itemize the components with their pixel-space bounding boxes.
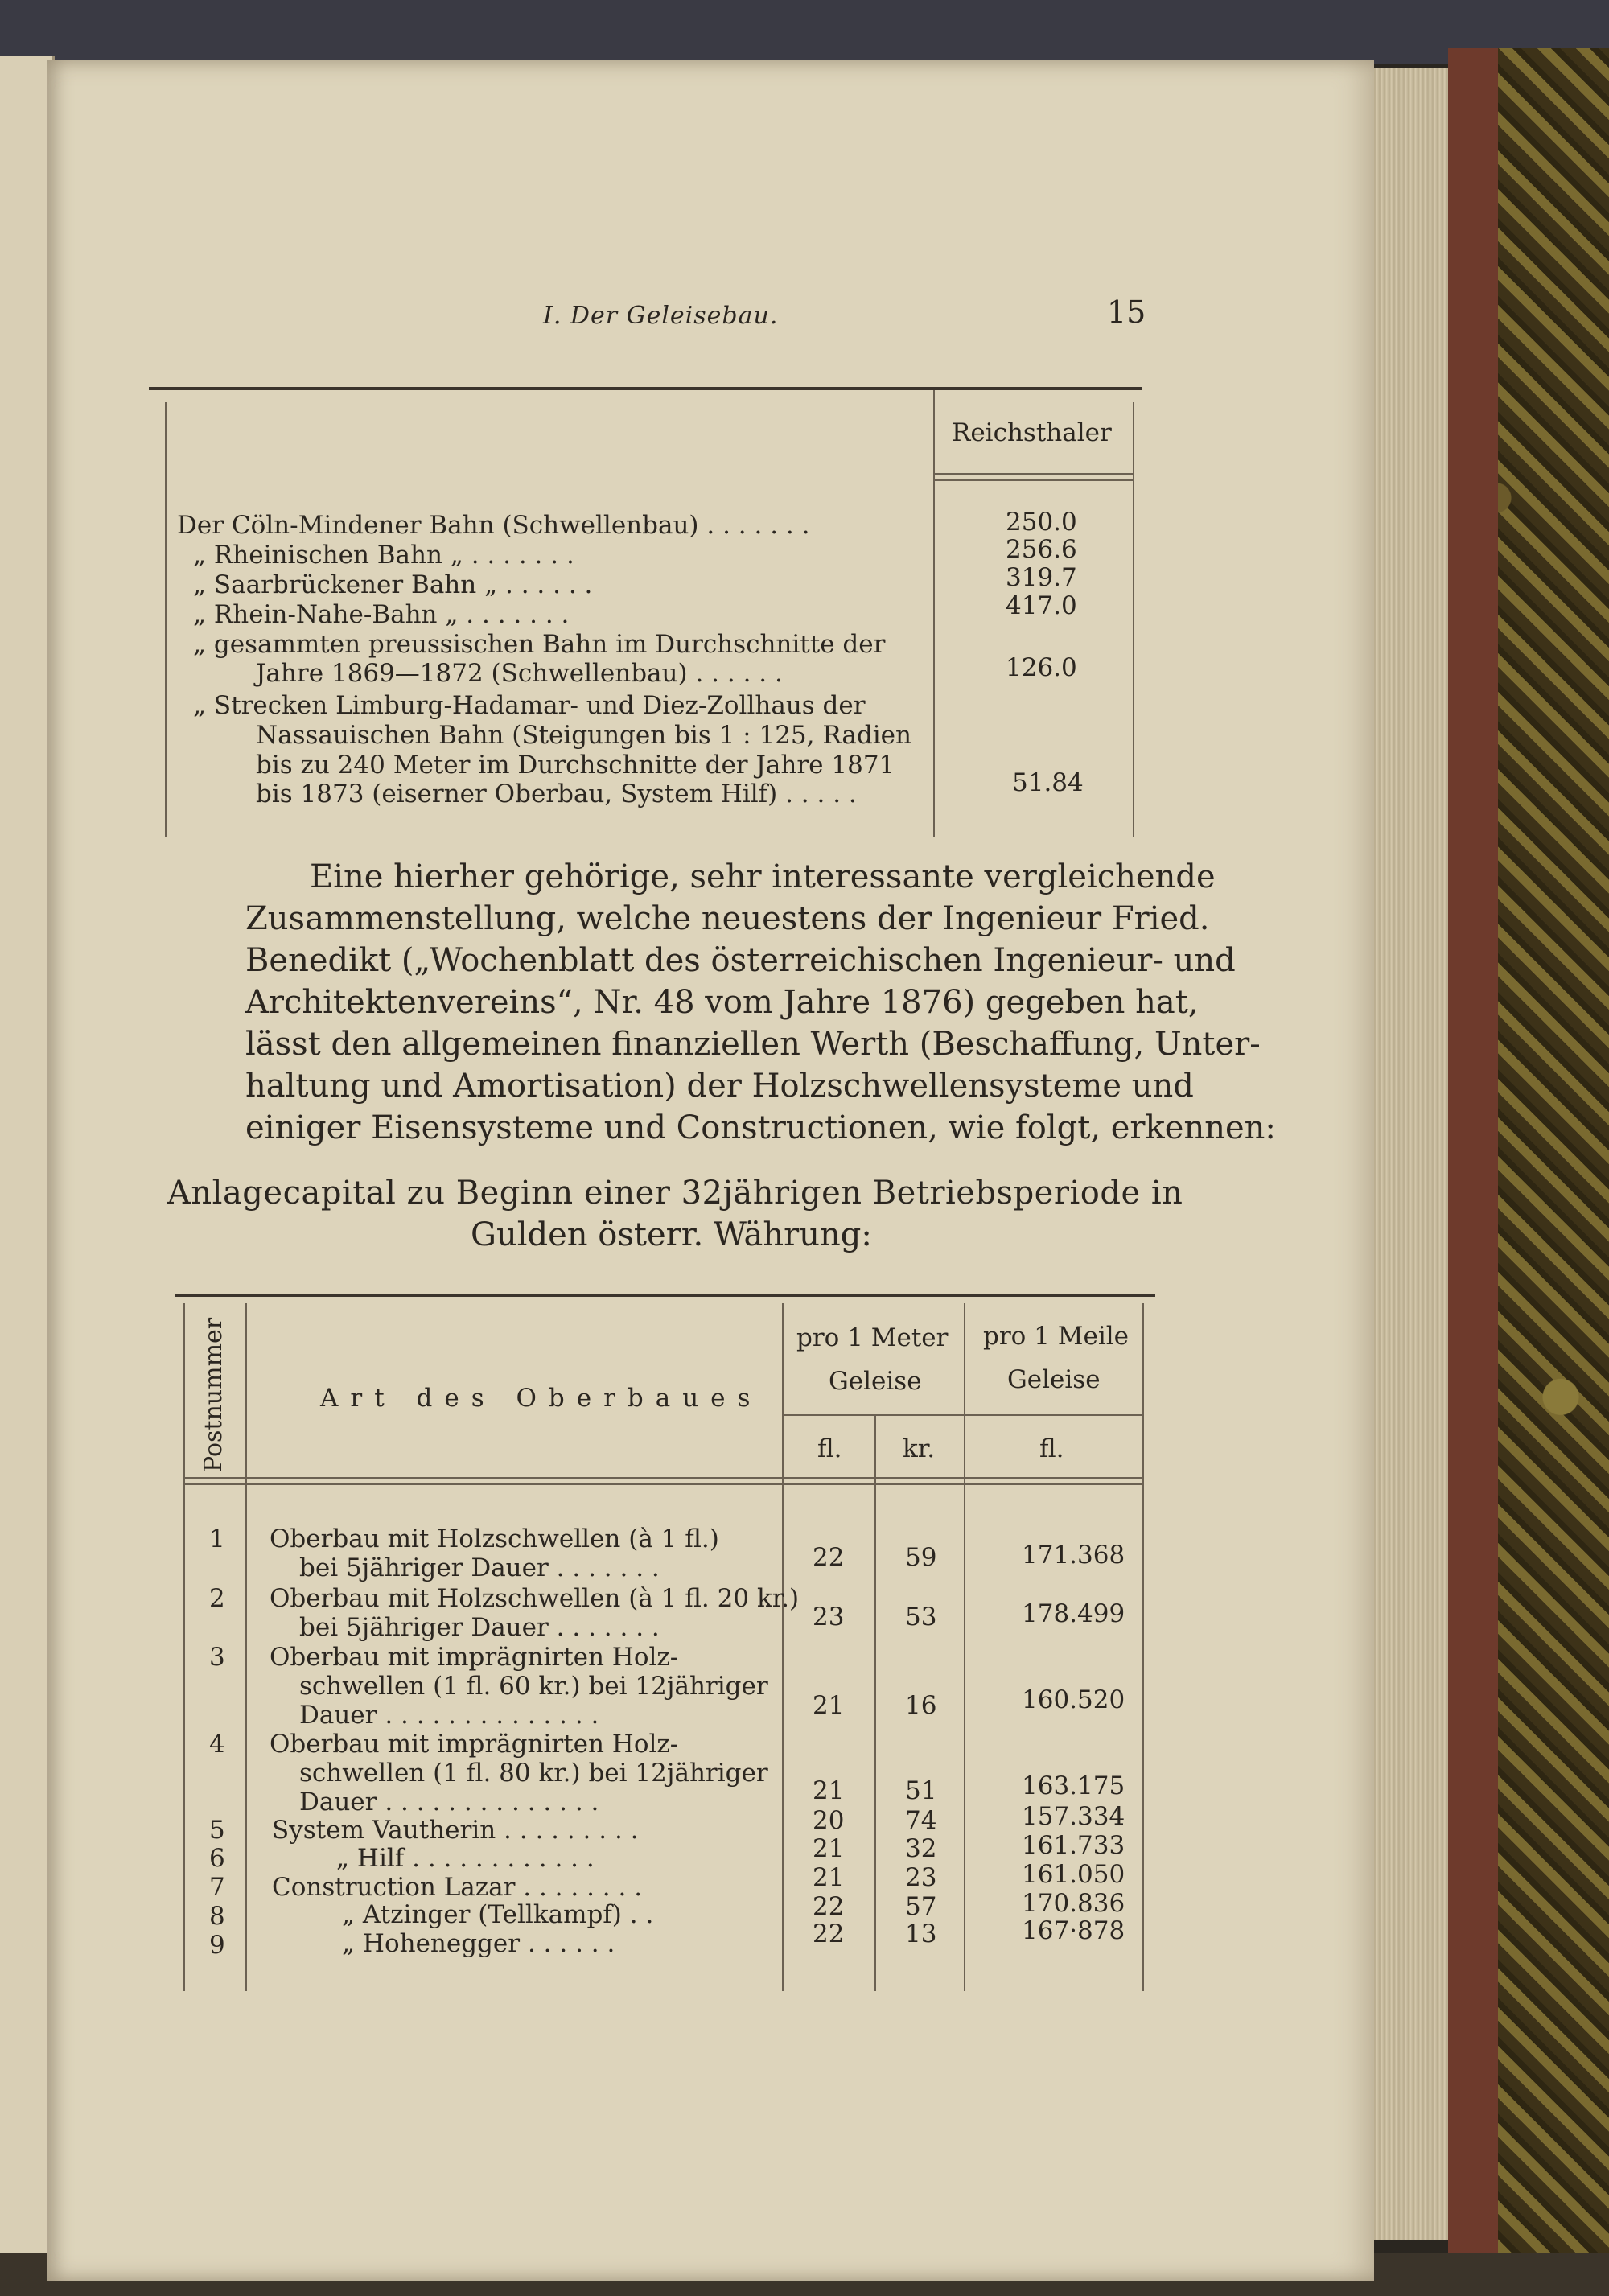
row-7-number: 7 (209, 1873, 225, 1902)
row-5-fl: 20 (813, 1806, 845, 1835)
row-6-meile: 161.733 (1022, 1831, 1125, 1860)
header-art-des-oberbaues: Art des Oberbaues (320, 1384, 763, 1413)
table1-row-6-value: 51.84 (1012, 768, 1084, 797)
table1-row-3-value: 319.7 (1006, 563, 1077, 592)
table1-row-6-label-line2: Nassauischen Bahn (Steigungen bis 1 : 125, Radien (256, 721, 911, 750)
row-8-fl: 22 (813, 1892, 845, 1921)
table2-subheader-rule (782, 1414, 1144, 1416)
row-2-desc-line1: Oberbau mit Holzschwellen (à 1 fl. 20 kr.) (270, 1584, 800, 1613)
row-8-kr: 57 (905, 1892, 937, 1921)
header-pro-meter: pro 1 Meter (796, 1323, 949, 1352)
row-4-desc-line1: Oberbau mit imprägnirten Holz- (270, 1730, 679, 1759)
row-6-fl: 21 (813, 1834, 845, 1863)
row-4-kr: 51 (905, 1776, 937, 1805)
row-7-meile: 161.050 (1022, 1860, 1125, 1889)
table1-column-header: Reichsthaler (952, 418, 1112, 447)
row-3-desc-line2: schwellen (1 fl. 60 kr.) bei 12jähriger (299, 1672, 768, 1701)
background-top (0, 0, 1609, 64)
table1-header-rule-b (933, 479, 1134, 481)
header-postnummer: Postnummer (200, 1317, 228, 1472)
header-pro-meile-geleise: Geleise (1007, 1365, 1101, 1394)
row-1-fl: 22 (813, 1543, 845, 1572)
row-4-meile: 163.175 (1022, 1771, 1125, 1800)
header-kr: kr. (903, 1434, 936, 1463)
table2-caption-line-2: Gulden österr. Währung: (471, 1216, 872, 1253)
book-cover-spine-edge (1448, 48, 1498, 2296)
paragraph-line-5: lässt den allgemeinen finanziellen Werth (Beschaffung, Unter- (245, 1026, 1261, 1063)
table2-right-border (1142, 1303, 1144, 1991)
header-pro-meter-geleise: Geleise (829, 1367, 922, 1396)
table2-art-divider (782, 1303, 784, 1991)
table2-fl-kr-divider (874, 1416, 876, 1991)
table1-right-border (1133, 402, 1134, 837)
paragraph-line-4: Architektenvereins“, Nr. 48 vom Jahre 1876) gegeben hat, (245, 984, 1199, 1021)
table2-header-rule-a (183, 1477, 1144, 1479)
row-7-fl: 21 (813, 1863, 845, 1892)
table1-row-4-value: 417.0 (1006, 591, 1077, 620)
paragraph-line-2: Zusammenstellung, welche neuestens der Ingenieur Fried. (245, 900, 1210, 937)
table2-left-border (183, 1303, 185, 1991)
table1-row-4-label: „ Rhein-Nahe-Bahn „ . . . . . . . (193, 600, 570, 629)
paragraph-line-1: Eine hierher gehörige, sehr interessante vergleichende (310, 858, 1216, 895)
row-4-number: 4 (209, 1730, 225, 1759)
row-7-kr: 23 (905, 1863, 937, 1892)
row-4-desc-line2: schwellen (1 fl. 80 kr.) bei 12jähriger (299, 1759, 768, 1788)
row-8-meile: 170.836 (1022, 1889, 1125, 1918)
row-5-number: 5 (209, 1816, 225, 1845)
table1-column-divider (933, 390, 935, 837)
row-9-fl: 22 (813, 1920, 845, 1948)
table1-row-6-label-line4: bis 1873 (eiserner Oberbau, System Hilf) . . . . . (256, 780, 857, 809)
row-8-number: 8 (209, 1902, 225, 1931)
row-3-meile: 160.520 (1022, 1685, 1125, 1714)
table1-row-2-value: 256.6 (1006, 535, 1077, 564)
row-3-kr: 16 (905, 1691, 937, 1720)
table2-caption-line-1: Anlagecapital zu Beginn einer 32jährigen Betriebsperiode in (167, 1175, 1183, 1212)
row-5-desc: System Vautherin . . . . . . . . . (272, 1816, 639, 1845)
row-2-kr: 53 (905, 1603, 937, 1631)
row-4-fl: 21 (813, 1776, 845, 1805)
row-2-number: 2 (209, 1584, 225, 1613)
table1-row-1-value: 250.0 (1006, 508, 1077, 537)
row-2-meile: 178.499 (1022, 1599, 1125, 1628)
row-9-meile: 167·878 (1022, 1916, 1125, 1945)
row-4-desc-line3: Dauer . . . . . . . . . . . . . . (299, 1788, 599, 1817)
table1-row-5-value: 126.0 (1006, 653, 1077, 682)
row-3-number: 3 (209, 1643, 225, 1672)
row-1-number: 1 (209, 1524, 225, 1553)
table1-row-1-label: Der Cöln-Mindener Bahn (Schwellenbau) . . . . . . . (177, 511, 810, 540)
row-6-desc: „ Hilf . . . . . . . . . . . . (336, 1844, 595, 1873)
row-3-desc-line3: Dauer . . . . . . . . . . . . . . (299, 1701, 599, 1730)
header-fl-meile: fl. (1039, 1434, 1064, 1463)
row-5-meile: 157.334 (1022, 1802, 1125, 1831)
table2-nr-divider (245, 1303, 247, 1991)
table1-row-2-label: „ Rheinischen Bahn „ . . . . . . . (193, 541, 574, 570)
row-1-kr: 59 (905, 1543, 937, 1572)
paragraph-line-7: einiger Eisensysteme und Constructionen, wie folgt, erkennen: (245, 1109, 1276, 1146)
row-7-desc: Construction Lazar . . . . . . . . (272, 1873, 643, 1902)
paragraph-line-3: Benedikt („Wochenblatt des österreichischen Ingenieur- und (245, 942, 1236, 979)
row-2-desc-line2: bei 5jähriger Dauer . . . . . . . (299, 1613, 660, 1642)
table1-row-6-label-line1: „ Strecken Limburg-Hadamar- und Diez-Zollhaus der (193, 691, 866, 720)
row-1-desc-line1: Oberbau mit Holzschwellen (à 1 fl.) (270, 1524, 719, 1553)
row-8-desc: „ Atzinger (Tellkampf) . . (342, 1900, 654, 1929)
page-number: 15 (1107, 294, 1146, 330)
paragraph-line-6: haltung und Amortisation) der Holzschwellensysteme und (245, 1068, 1194, 1105)
table1-row-5-label-line1: „ gesammten preussischen Bahn im Durchschnitte der (193, 630, 886, 659)
row-9-kr: 13 (905, 1920, 937, 1948)
row-2-fl: 23 (813, 1603, 845, 1631)
row-6-number: 6 (209, 1844, 225, 1873)
row-3-desc-line1: Oberbau mit imprägnirten Holz- (270, 1643, 679, 1672)
page-stack-edge (1368, 68, 1448, 2240)
running-title: I. Der Geleisebau. (543, 302, 779, 330)
row-9-number: 9 (209, 1931, 225, 1960)
table1-row-3-label: „ Saarbrückener Bahn „ . . . . . . (193, 570, 593, 599)
row-3-fl: 21 (813, 1691, 845, 1720)
row-9-desc: „ Hohenegger . . . . . . (342, 1929, 615, 1958)
header-pro-meile: pro 1 Meile (983, 1322, 1130, 1351)
table1-row-5-label-line2: Jahre 1869—1872 (Schwellenbau) . . . . . . (256, 659, 783, 688)
table1-header-rule-a (933, 473, 1134, 475)
row-5-kr: 74 (905, 1806, 937, 1835)
table2-meter-meile-divider (964, 1303, 965, 1991)
table1-left-border (165, 402, 167, 837)
row-1-meile: 171.368 (1022, 1541, 1125, 1570)
table1-top-rule (149, 387, 1142, 390)
table2-header-rule-b (183, 1483, 1144, 1485)
table1-row-6-label-line3: bis zu 240 Meter im Durchschnitte der Jahre 1871 (256, 751, 895, 780)
row-1-desc-line2: bei 5jähriger Dauer . . . . . . . (299, 1553, 660, 1582)
row-6-kr: 32 (905, 1834, 937, 1863)
header-fl: fl. (817, 1434, 842, 1463)
table2-top-rule (175, 1294, 1155, 1297)
